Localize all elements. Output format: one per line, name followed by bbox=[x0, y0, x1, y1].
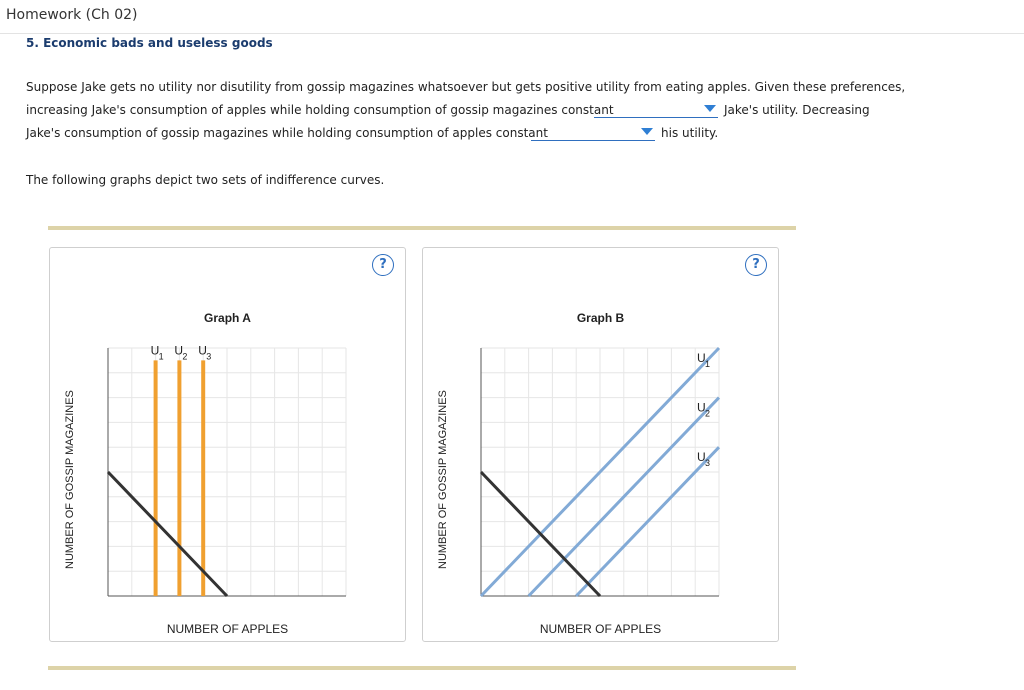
graphs-intro: The following graphs depict two sets of indifference curves. bbox=[26, 173, 385, 187]
graph-a-x-axis-label: NUMBER OF APPLES bbox=[166, 622, 289, 636]
utility-effect-dropdown-2[interactable] bbox=[531, 124, 655, 141]
question-line-3-suffix: his utility. bbox=[661, 126, 719, 140]
graph-a-label-sub-u3: 3 bbox=[206, 351, 212, 362]
assignment-title: Homework (Ch 02) bbox=[6, 7, 138, 23]
question-line-2-prefix: increasing Jake's consumption of apples while holding consumption of gossip magazines constant bbox=[26, 103, 614, 117]
graph-b-label-sub-u1: 1 bbox=[705, 359, 711, 369]
graph-a-panel[interactable] bbox=[49, 247, 406, 642]
graph-a-y-axis-label: NUMBER OF GOSSIP MAGAZINES bbox=[64, 390, 76, 569]
graph-b-y-axis-label: NUMBER OF GOSSIP MAGAZINES bbox=[437, 390, 449, 569]
graph-b-label-sub-u2: 2 bbox=[705, 408, 711, 419]
graph-b-title: Graph B bbox=[576, 311, 625, 325]
question-title: 5. Economic bads and useless goods bbox=[26, 36, 273, 50]
graph-a-title: Graph A bbox=[204, 311, 251, 325]
graph-a-label-u3: U bbox=[198, 343, 207, 358]
top-divider bbox=[48, 226, 796, 230]
graph-b-label-u1: U bbox=[697, 351, 706, 365]
graph-b-plot bbox=[423, 248, 778, 641]
graph-a-help-icon[interactable]: ? bbox=[372, 254, 394, 276]
question-line-2-suffix: Jake's utility. Decreasing bbox=[724, 103, 870, 117]
graph-a-label-sub-u2: 2 bbox=[182, 351, 188, 362]
bottom-divider bbox=[48, 666, 796, 670]
header-bar bbox=[0, 0, 1024, 34]
graph-a-series-line bbox=[108, 472, 227, 596]
graph-b-help-icon[interactable]: ? bbox=[745, 254, 767, 276]
question-line-1: Suppose Jake gets no utility nor disutility from gossip magazines whatsoever but gets positive utility from eating apples. Given these preferences, bbox=[26, 80, 906, 94]
dropdown-arrow-icon bbox=[704, 105, 716, 112]
utility-effect-dropdown-1[interactable] bbox=[594, 101, 718, 118]
graph-b-x-axis-label: NUMBER OF APPLES bbox=[539, 622, 662, 636]
graph-b-label-sub-u3: 3 bbox=[705, 458, 711, 469]
graph-b-label-u2: U bbox=[697, 400, 706, 415]
question-line-3-prefix: Jake's consumption of gossip magazines while holding consumption of apples constant bbox=[26, 126, 548, 140]
graph-b-label-u3: U bbox=[697, 450, 706, 465]
graph-b-panel[interactable] bbox=[422, 247, 779, 642]
dropdown-arrow-icon bbox=[641, 128, 653, 135]
graph-a-label-sub-u1: 1 bbox=[158, 351, 164, 362]
graph-a-plot bbox=[50, 248, 405, 641]
graph-a-label-u2: U bbox=[174, 343, 184, 358]
graph-a-label-u1: U bbox=[150, 343, 160, 358]
